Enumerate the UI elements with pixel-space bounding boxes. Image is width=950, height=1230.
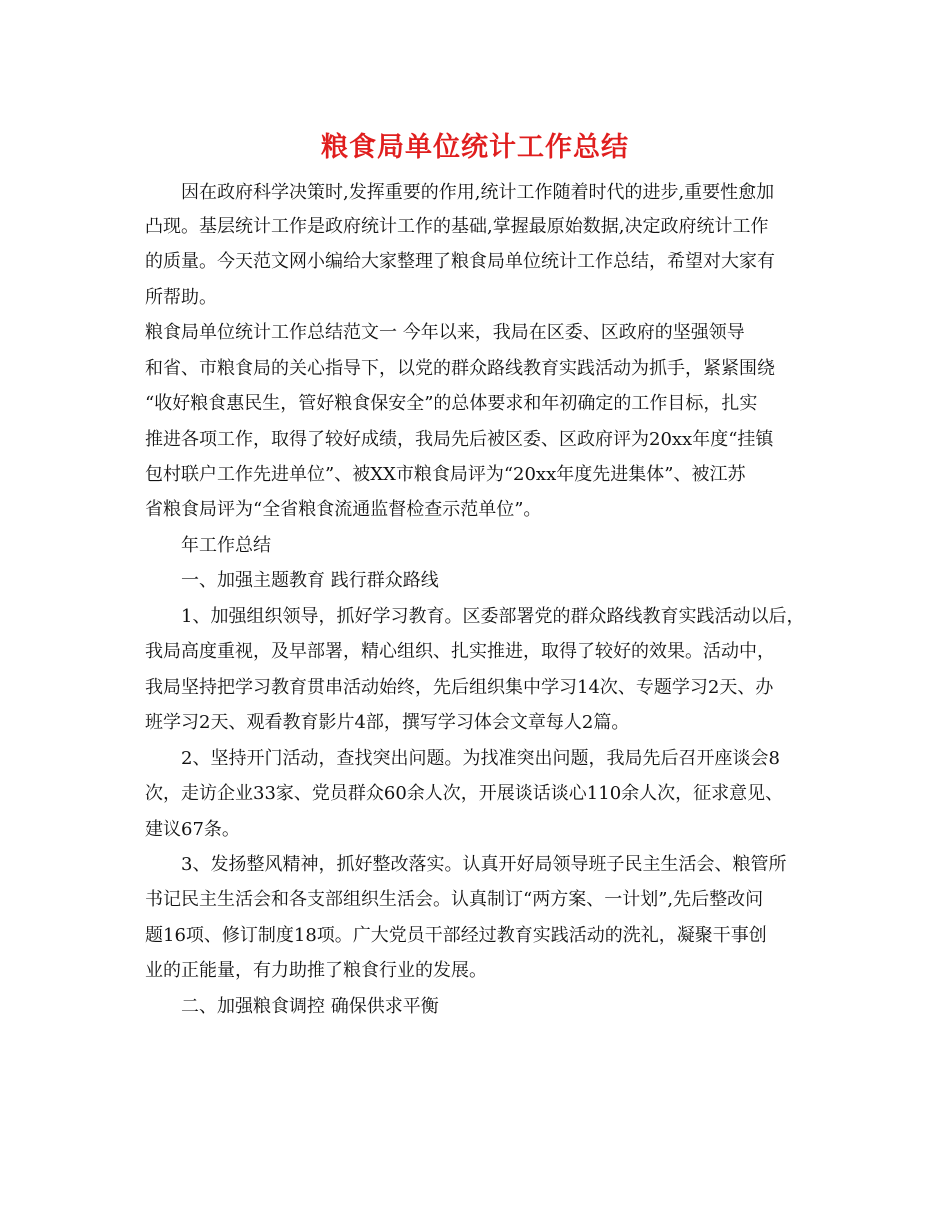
- body-line: 书记民主生活会和各支部组织生活会。认真制订“两方案、一计划”,先后整改问: [145, 889, 764, 910]
- section-heading: 二、加强粮食调控 确保供求平衡: [181, 996, 439, 1017]
- body-line: 凸现。基层统计工作是政府统计工作的基础,掌握最原始数据,决定政府统计工作: [145, 216, 769, 237]
- body-line: 题16项、修订制度18项。广大党员干部经过教育实践活动的洗礼，凝聚干事创: [145, 925, 767, 946]
- body-line: 的质量。今天范文网小编给大家整理了粮食局单位统计工作总结，希望对大家有: [145, 251, 775, 272]
- body-line: 建议67条。: [145, 819, 240, 840]
- body-line: 所帮助。: [145, 287, 217, 308]
- body-line: “收好粮食惠民生，管好粮食保安全”的总体要求和年初确定的工作目标，扎实: [145, 393, 758, 414]
- body-line: 业的正能量，有力助推了粮食行业的发展。: [145, 960, 487, 981]
- body-line: 和省、市粮食局的关心指导下，以党的群众路线教育实践活动为抓手，紧紧围绕: [145, 358, 775, 379]
- body-line: 班学习2天、观看教育影片4部，撰写学习体会文章每人2篇。: [145, 712, 630, 733]
- body-line: 推进各项工作，取得了较好成绩，我局先后被区委、区政府评为20xx年度“挂镇: [145, 429, 774, 450]
- document-title: 粮食局单位统计工作总结: [321, 132, 629, 163]
- body-line: 次，走访企业33家、党员群众60余人次，开展谈话谈心110余人次，征求意见、: [145, 783, 784, 804]
- body-line: 我局高度重视，及早部署，精心组织、扎实推进，取得了较好的效果。活动中，: [145, 641, 775, 662]
- body-line: 2、坚持开门活动，查找突出问题。为找准突出问题，我局先后召开座谈会8: [181, 748, 780, 769]
- body-line: 3、发扬整风精神，抓好整改落实。认真开好局领导班子民主生活会、粮管所: [181, 854, 787, 875]
- body-line: 包村联户工作先进单位”、被XX市粮食局评为“20xx年度先进集体”、被江苏: [145, 464, 746, 485]
- body-line: 省粮食局评为“全省粮食流通监督检查示范单位”。: [145, 499, 542, 520]
- body-line: 年工作总结: [181, 535, 271, 556]
- body-line: 1、加强组织领导，抓好学习教育。区委部署党的群众路线教育实践活动以后，: [181, 606, 805, 627]
- body-line: 粮食局单位统计工作总结范文一 今年以来，我局在区委、区政府的坚强领导: [145, 322, 745, 343]
- body-line: 因在政府科学决策时,发挥重要的作用,统计工作随着时代的进步,重要性愈加: [181, 182, 775, 203]
- body-line: 我局坚持把学习教育贯串活动始终，先后组织集中学习14次、专题学习2天、办: [145, 677, 774, 698]
- section-heading: 一、加强主题教育 践行群众路线: [181, 570, 439, 591]
